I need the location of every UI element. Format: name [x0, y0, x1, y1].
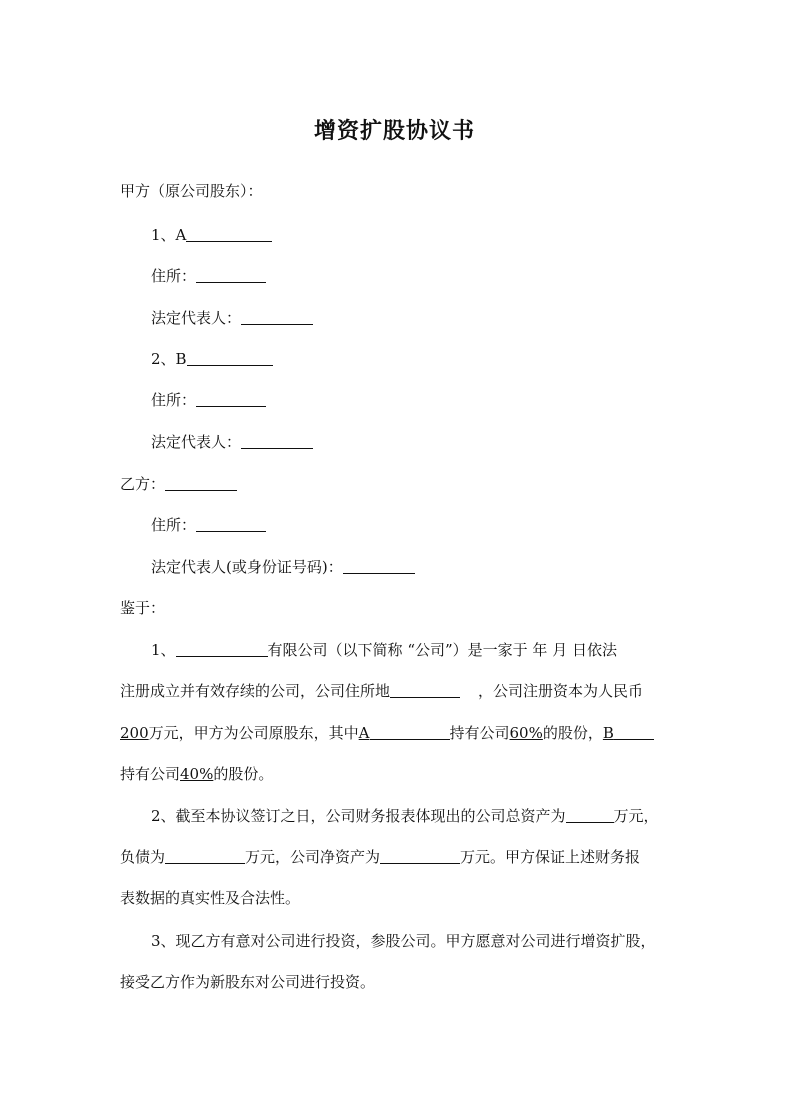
shareholder-1-rep-blank: [241, 308, 313, 325]
clause-1-text-3c: 的股份，: [542, 724, 603, 742]
party-b-label: 乙方：: [120, 475, 166, 493]
shareholder-1-address-blank: [196, 266, 266, 283]
net-assets-blank: [380, 847, 460, 864]
shareholder-1-blank: [186, 225, 272, 242]
shareholder-1-address-label: 住所：: [151, 267, 197, 285]
party-b-address: [151, 515, 266, 535]
shareholder-1-representative: [151, 308, 313, 328]
clause-2-line-3: 表数据的真实性及合法性。: [120, 889, 301, 907]
clause-2-line-2: [120, 847, 640, 867]
shareholder-b-blank: [614, 723, 654, 740]
shareholder-a-ref: A: [358, 724, 370, 742]
company-name-blank: [176, 640, 268, 657]
clause-2-line-1: [151, 806, 659, 826]
document-title: 增资扩股协议书: [313, 118, 475, 144]
clause-1-line-4: [120, 764, 273, 784]
clause-2-text-2a: 负债为: [120, 848, 166, 866]
shareholder-2-rep-label: 法定代表人：: [151, 433, 242, 451]
shareholder-a-blank: [370, 723, 450, 740]
party-b-rep-blank: [343, 557, 415, 574]
clause-1-number: 1、: [151, 641, 176, 659]
party-a-heading: 甲方（原公司股东）：: [120, 182, 263, 200]
shareholder-2-blank: [187, 349, 273, 366]
clause-1-text-2b: ，公司注册资本为人民币: [478, 682, 644, 700]
party-a-shareholder-2: [151, 349, 273, 369]
shareholder-1-name: 1、A: [151, 226, 187, 244]
clause-2-text-1a: 2、截至本协议签订之日，公司财务报表体现出的公司总资产为: [151, 807, 566, 825]
party-b-blank: [165, 474, 237, 491]
registered-capital-amount: 200: [120, 724, 149, 742]
shareholder-a-percentage: 60%: [509, 724, 543, 742]
liabilities-blank: [165, 847, 245, 864]
clause-1-text-4a: 持有公司: [120, 765, 181, 783]
shareholder-b-percentage: 40%: [180, 765, 214, 783]
shareholder-b-ref: B: [602, 724, 614, 742]
clause-2-text-2b: 万元，公司净资产为: [245, 848, 381, 866]
clause-2-text-1b: 万元，: [613, 807, 659, 825]
company-address-blank: [390, 681, 460, 698]
total-assets-blank: [566, 806, 614, 823]
whereas-heading: 鉴于：: [120, 599, 166, 617]
clause-1-text-3b: 持有公司: [449, 724, 510, 742]
shareholder-2-address: [151, 390, 266, 410]
clause-1-text-1: 有限公司（以下简称 “公司”）是一家于 年 月 日依法: [267, 641, 617, 659]
shareholder-1-rep-label: 法定代表人：: [151, 309, 242, 327]
clause-3-line-2: 接受乙方作为新股东对公司进行投资。: [120, 973, 376, 991]
shareholder-2-address-label: 住所：: [151, 391, 197, 409]
clause-1-line-1: [151, 640, 617, 660]
clause-1-text-3a: 万元，甲方为公司原股东，其中: [148, 724, 359, 742]
clause-1-text-2a: 注册成立并有效存续的公司，公司住所地: [120, 682, 391, 700]
party-b-rep-label: 法定代表人(或身份证号码)：: [151, 558, 343, 576]
party-b-address-label: 住所：: [151, 516, 197, 534]
party-b-address-blank: [196, 515, 266, 532]
shareholder-2-name: 2、B: [151, 350, 187, 368]
shareholder-2-rep-blank: [241, 432, 313, 449]
clause-1-line-2: [120, 681, 643, 701]
clause-1-text-4b: 的股份。: [213, 765, 274, 783]
party-b-heading: [120, 474, 237, 494]
shareholder-2-address-blank: [196, 390, 266, 407]
party-b-representative: [151, 557, 415, 577]
clause-1-line-3: [120, 723, 654, 743]
clause-3-line-1: 3、现乙方有意对公司进行投资，参股公司。甲方愿意对公司进行增资扩股，: [151, 932, 656, 950]
clause-2-text-2c: 万元。甲方保证上述财务报: [460, 848, 641, 866]
shareholder-1-address: [151, 266, 266, 286]
shareholder-2-representative: [151, 432, 313, 452]
party-a-shareholder-1: [151, 225, 272, 245]
